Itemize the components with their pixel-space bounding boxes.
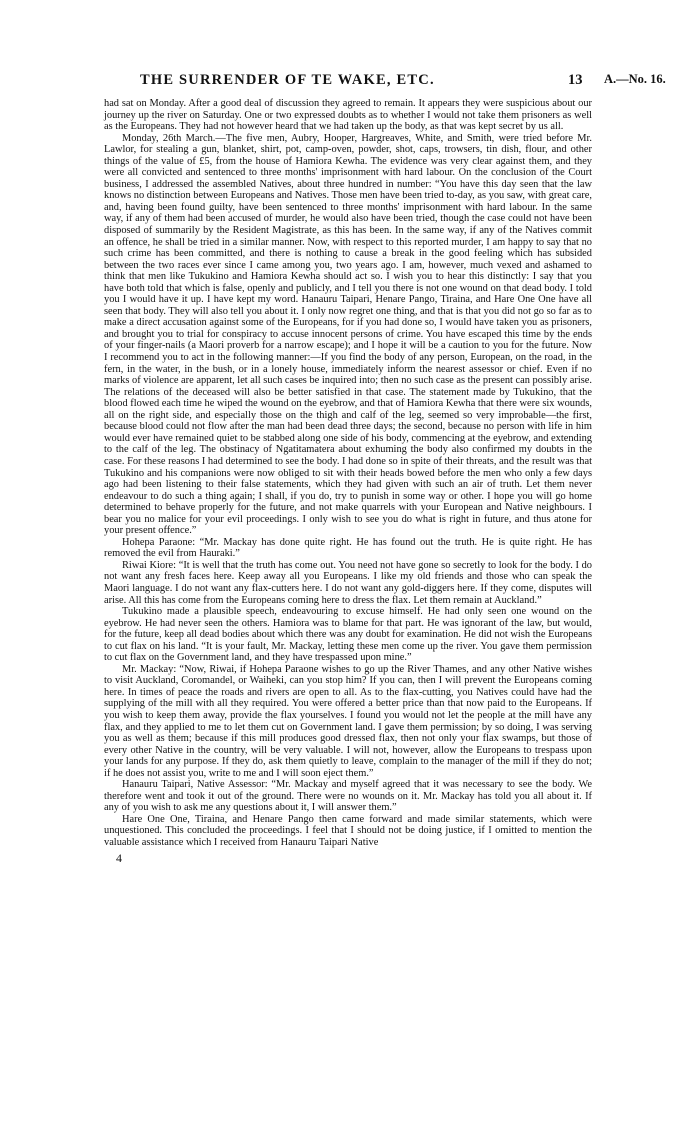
page-number: 13 xyxy=(568,72,583,88)
page-header xyxy=(104,72,666,94)
running-title: THE SURRENDER OF TE WAKE, ETC. xyxy=(140,72,435,88)
paragraph: Riwai Kiore: “It is well that the truth has come out. You need not have gone so secretly to look for the body. I do not want any fresh faces here. Keep away all you Europeans. I like my old friends and those who can speak the Maori language. I do not want any flax-cutters here. I do not want any gold-diggers here. If they come, disputes will arise. All this has come from the Europeans coming here to dress the flax. Let them remain at Auckland.” xyxy=(104,559,592,606)
document-page xyxy=(104,72,666,866)
document-reference: A.—No. 16. xyxy=(604,72,666,86)
paragraph: Hohepa Paraone: “Mr. Mackay has done quite right. He has found out the truth. He is quite right. He has removed the evil from Hauraki.” xyxy=(104,536,592,560)
folio-mark: 4 xyxy=(116,850,122,865)
paragraph: had sat on Monday. After a good deal of discussion they agreed to remain. It appears they were suspicious about our journey up the river on Saturday. One or two expressed doubts as to whether I would not take them prisoners as well as the Europeans. They had not however heard that we had taken up the body, as that was kept secret by us all. xyxy=(104,98,592,133)
body-text xyxy=(104,98,592,849)
paragraph: Hanauru Taipari, Native Assessor: “Mr. Mackay and myself agreed that it was necessary to see the body. We therefore went and took it out of the ground. There were no wounds on it. Mr. Mackay has told you all about it. If any of you wish to ask me any questions about it, I will answer them.” xyxy=(104,779,592,814)
paragraph: Tukukino made a plausible speech, endeavouring to excuse himself. He had only seen one wound on the eyebrow. He had never seen the others. Hamiora was to blame for that part. He was ignorant of the law, but would, for the future, keep all dead bodies about which there was any doubt for examination. He did not wish the Europeans to cut flax on his land. “It is your fault, Mr. Mackay, letting these men come up the river. You gave them permission to cut flax on the Government land, and they have trespassed upon mine.” xyxy=(104,606,592,664)
paragraph: Mr. Mackay: “Now, Riwai, if Hohepa Paraone wishes to go up the River Thames, and any other Native wishes to visit Auckland, Coromandel, or Waiheki, can you stop him? If you can, then I will prevent the Europeans coming here. In times of peace the roads and rivers are open to all. As to the flax-cutting, you Natives could have had the supplying of the mill with all they required. You were offered a better price than that now paid to the Europeans. If you wish to keep them away, provide the flax yourselves. I found you would not let the people at the mill have any flax, and they applied to me to let them cut on Government land. I gave them permission; by so doing, I was serving you as well as them; because if this mill produces good dressed flax, then not only your flax swamps, but those of every other Native in the country, will be very valuable. I will not, however, allow the Europeans to trespass upon your lands for any purpose. If they do, ask them quietly to leave, complain to the manager of the mill if they do not; if he does not assist you, write to me and I will soon eject them.” xyxy=(104,663,592,779)
paragraph: Monday, 26th March.—The five men, Aubry, Hooper, Hargreaves, White, and Smith, were tried before Mr. Lawlor, for stealing a gun, blanket, shirt, pot, camp-oven, powder, shot, caps, trowsers, tin dish, flour, and other things of the value of £5, from the house of Hamiora Kewha. The evidence was very clear against them, and they were all convicted and sentenced to three months' imprisonment with hard labour. On the conclusion of the Court business, I addressed the assembled Natives, about three hundred in number: “You have this day seen that the law knows no distinction between Europeans and Natives. Those men have been tried to-day, as you saw, with great care, and, having been found guilty, have been sentenced to three months' imprisonment with hard labour. In the same way, if any of them had been accused of murder, he would also have been tried, though the case could not have been disposed of summarily by the Resident Magistrate, as this has been. In the same way, if any of the Natives commit an offence, he shall be tried in a similar manner. Now, with respect to this reported murder, I am happy to say that no such crime has been committed, and there is nothing to cause a break in the good feeling which has subsided between the two races ever since I came among you, two years ago. I am, however, much vexed and ashamed to think that men like Tukukino and Hamiora Kewha should act so. I wish you to hear this distinctly: I say that you have both told that which is false, openly and publicly, and I tell you there is not one wound on that dead body. I told you I would have it up. I have kept my word. Hanauru Taipari, Henare Pango, Tiraina, and Hare One One have all seen that body. They will also tell you about it. I only now regret one thing, and that is that you did not go so far as to make a direct accusation against some of the Europeans, for if you had done so, I would have taken you as prisoners, and brought you to trial for conspiracy to accuse innocent persons of crime. You have escaped this time by the ends of your finger-nails (a Maori proverb for a narrow escape); and I hope it will be a caution to you for the future. Now I recommend you to act in the following manner:—If you find the body of any person, European, on the road, in the fern, in the water, in the bush, or in a lonely house, immediately inform the nearest assessor or chief. Even if no marks of violence are apparent, let all such cases be inquired into; then no such case as the present can possibly arise. The relations of the deceased will also be better satisfied in that case. The statement made by Tukukino, that the blood flowed each time he wiped the wound on the eyebrow, and that of Hamiora Kewha that there were six wounds, all on the right side, and especially those on the thigh and calf of the leg, seemed so very improbable—the first, because blood could not flow after the man had been dead three days; the second, because no person with life in him would ever have remained quiet to be stabbed along one side of his body, commencing at the eyebrow, and extending to the calf of the leg. The obstinacy of Ngatitamatera about exhuming the body also confirmed my doubts in the case. For these reasons I had determined to see the body. I had done so in spite of their threats, and the result was that Tukukino and his companions were now obliged to sit with their heads bowed before the men who only a few days ago had been listening to their false statements, which they had given with such an air of truth. Let them never endeavour to do such a thing again; I shall, if you do, try to punish in some way or other. I hope you will go home determined to behave properly for the future, and not make quarrels with your European and Native neighbours. I bear you no malice for your evil proceedings. I only wish to see you do what is right in future, and thus atone for your present offence.” xyxy=(104,132,592,537)
paragraph: Hare One One, Tiraina, and Henare Pango then came forward and made similar statements, which were unquestioned. This concluded the proceedings. I feel that I should not be doing justice, if I omitted to mention the valuable assistance which I received from Hanauru Taipari Native xyxy=(104,813,592,848)
